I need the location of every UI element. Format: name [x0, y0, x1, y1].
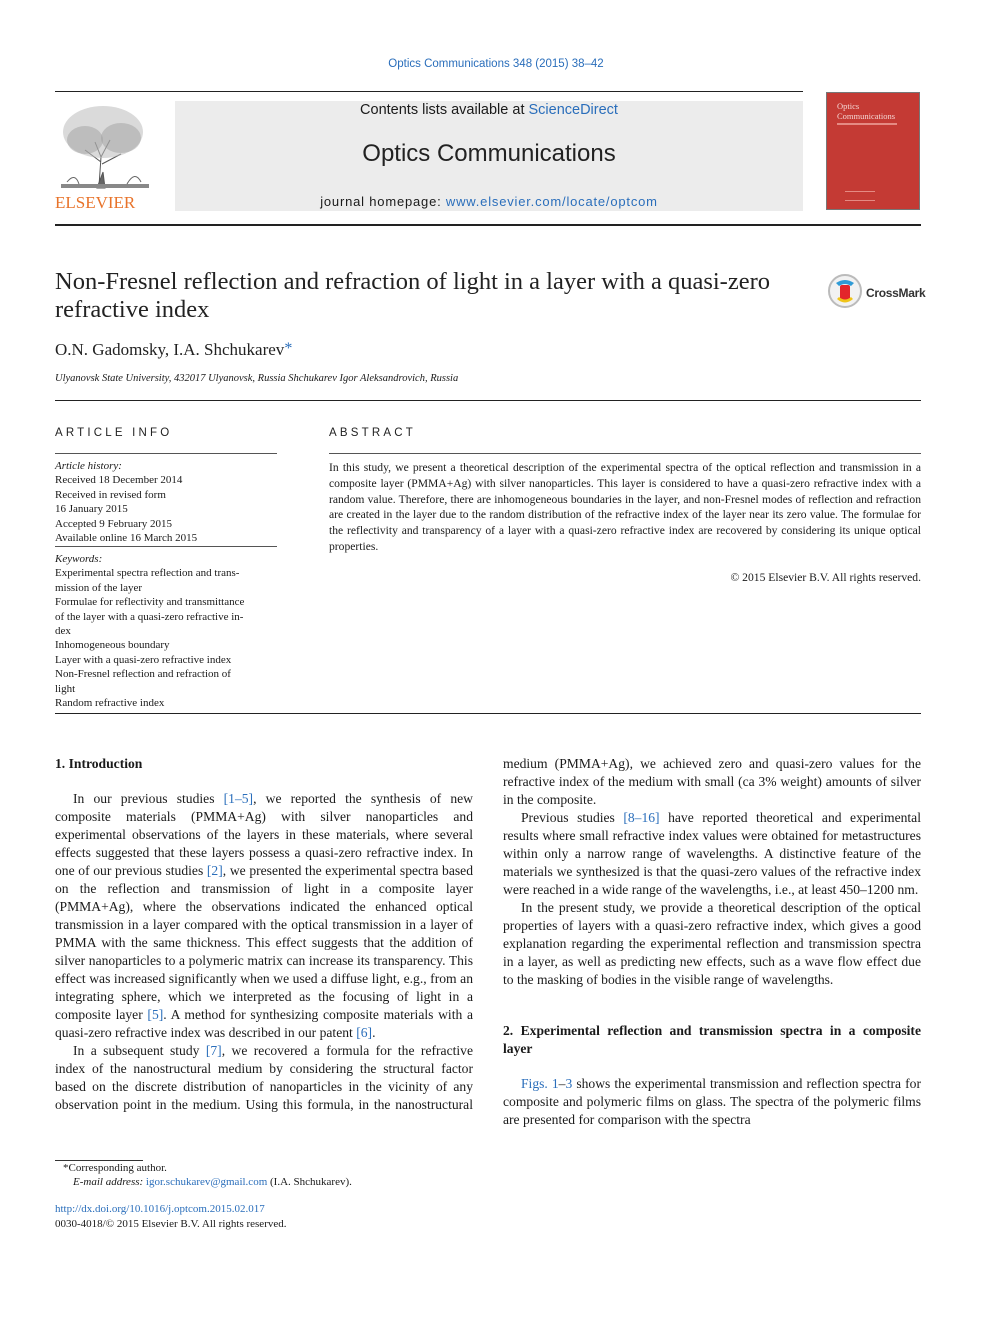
crossmark-label: CrossMark [866, 286, 926, 300]
article-info-rule-2 [55, 546, 277, 547]
header-rule-top [55, 91, 803, 92]
section-1-heading: 1. Introduction [55, 756, 143, 771]
doi-link[interactable] [55, 1202, 265, 1216]
journal-banner [175, 101, 803, 211]
figure-range-dash: – [558, 1076, 566, 1091]
divider-rule [55, 713, 921, 714]
paragraph [55, 790, 473, 1042]
keyword-line: of the layer with a quasi-zero refractive in- [55, 610, 244, 623]
email-suffix: (I.A. Shchukarev). [267, 1176, 352, 1188]
body-column-left [55, 755, 473, 1114]
paragraph: In the present study, we provide a theoretical description of the optical properties of layers with a quasi-zero refractive index, which gives a good explanation regarding the experimental reflection and transmission spectra in a layer, as well as predicting new effects, such as a wave flow effect due to the masking of bodies in the visible range of wavelengths. [503, 900, 921, 987]
keyword-line: Experimental spectra reflection and trans- [55, 567, 240, 580]
crossmark-button[interactable] [827, 273, 927, 311]
author-list [55, 340, 292, 360]
crossmark-icon [827, 273, 863, 309]
keyword-line: Random refractive index [55, 697, 165, 710]
abstract-copyright: © 2015 Elsevier B.V. All rights reserved. [730, 571, 921, 584]
cover-title-line-2: Communications [837, 111, 896, 121]
reference-link[interactable]: [2] [206, 863, 223, 878]
elsevier-tree-icon [55, 102, 155, 212]
header-rule-bottom [55, 224, 921, 226]
keywords-block [55, 552, 280, 710]
journal-title: Optics Communications [362, 140, 616, 167]
affiliation: Ulyanovsk State University, 432017 Ulyanovsk, Russia Shchukarev Igor Aleksandrovich, Russia [55, 373, 459, 384]
section-2-heading: 2. Experimental reflection and transmission spectra in a composite layer [503, 1023, 921, 1056]
paragraph-continuation: medium (PMMA+Ag), we achieved zero and quasi-zero values for the refractive index of the medium with small (ca 3% weight) amounts of silver in the composite. [503, 756, 921, 807]
homepage-line [175, 194, 803, 209]
email-label: E-mail address: [73, 1176, 146, 1188]
history-item: 16 January 2015 [55, 503, 128, 516]
text-run: , we recovered a formula for the refractive index of the nanostructural medium by considering the structural factor based on the discrete distribution of nanoparticles in the vicinity of any observation point in the medium. Using this formula, in the nanostructural [55, 1043, 473, 1112]
abstract-rule [329, 453, 921, 454]
abstract-heading: ABSTRACT [329, 427, 416, 439]
publisher-name: ELSEVIER [55, 193, 136, 212]
contents-prefix: Contents lists available at [360, 102, 529, 118]
reference-link[interactable]: [6] [356, 1025, 373, 1040]
abstract-text: In this study, we present a theoretical description of the experimental spectra of the optical reflection and transmission in a composite layer (PMMA+Ag) with silver nanoparticles. This layer is considered to have a quasi-zero refractive index with a random value. Therefore, there are inhomogeneous boundaries in the layer, and non-Fresnel modes of reflection and refraction are created in the layer due to the random distribution of the refractive index of the layer near its zero value. The formulae for the reflectivity and transparency of a layer with a quasi-zero refractive index are recovered by considering its unique optical properties. [329, 461, 921, 553]
text-run: shows the experimental transmission and reflection spectra for composite and polymeric films on glass. The spectra of the polymeric films are presented for comparison with the spectra [503, 1076, 921, 1127]
article-info-heading: ARTICLE INFO [55, 427, 173, 439]
keyword-line: Formulae for reflectivity and transmittance [55, 596, 245, 609]
figure-link[interactable]: 3 [565, 1076, 573, 1091]
journal-citation-link[interactable]: Optics Communications 348 (2015) 38–42 [388, 58, 604, 70]
text-run: , we reported the synthesis of new composite materials (PMMA+Ag) with silver nanoparticles and experimental observations of the layers in these materials, where several effects suggested that these layers possess a quasi-zero refractive index. In one of our previous studies [55, 791, 473, 878]
text-run: In our previous studies [73, 791, 224, 806]
figure-link[interactable]: Figs. 1 [521, 1076, 559, 1091]
homepage-prefix: journal homepage: [320, 194, 446, 209]
reference-link[interactable]: [1–5] [223, 791, 254, 806]
history-item: Received 18 December 2014 [55, 474, 183, 487]
keywords-label: Keywords: [55, 553, 103, 565]
keyword-line: Inhomogeneous boundary [55, 639, 170, 652]
body-column-right [503, 755, 921, 1129]
text-run: . A method for synthesizing composite materials with a quasi-zero refractive index was described in our patent [55, 1007, 473, 1040]
cover-footer-mark [845, 191, 875, 201]
reference-link[interactable]: [8–16] [623, 810, 660, 825]
author-names: O.N. Gadomsky, I.A. Shchukarev [55, 340, 285, 359]
text-run: . [372, 1025, 376, 1040]
reference-link[interactable]: [7] [205, 1043, 222, 1058]
keyword-line: mission of the layer [55, 581, 143, 594]
keyword-line: dex [55, 625, 71, 638]
homepage-link[interactable]: www.elsevier.com/locate/optcom [445, 194, 658, 209]
elsevier-logo [55, 102, 155, 212]
divider-rule [55, 400, 921, 401]
cover-rule [837, 123, 897, 125]
journal-cover-thumbnail[interactable] [826, 92, 920, 210]
corresponding-footnote [63, 1161, 167, 1175]
keyword-line: Non-Fresnel reflection and refraction of [55, 668, 231, 681]
email-link[interactable]: igor.schukarev@gmail.com [145, 1176, 268, 1188]
text-run: , we presented the experimental spectra based on the reflection and transmission of light in a composite layer (PMMA+Ag), where the observations indicated the enhanced optical transmission in a layer compared with the optical transmission in a layer of PMMA with the same thickness. This effect suggests that the addition of silver nanoparticles to a polymeric matrix can increase its transparency. This effect was increased significantly when we used a diffuse light, e.g., from an integrating sphere, which we interpreted as the focusing of light in a composite layer [55, 863, 474, 1022]
history-label: Article history: [55, 460, 122, 472]
paragraph [55, 1042, 473, 1114]
corresponding-author-marker[interactable]: * [284, 340, 293, 357]
paragraph [503, 1075, 921, 1129]
history-item: Received in revised form [55, 488, 166, 501]
reference-link[interactable]: [5] [147, 1007, 164, 1022]
history-item: Accepted 9 February 2015 [55, 517, 172, 530]
article-title: Non-Fresnel reflection and refraction of light in a layer with a quasi-zero refractive index [55, 268, 770, 323]
paragraph [503, 809, 921, 899]
keyword-line: Layer with a quasi-zero refractive index [55, 653, 232, 666]
text-run: Previous studies [521, 810, 624, 825]
text-run: In a subsequent study [73, 1043, 206, 1058]
article-info-rule-1 [55, 453, 277, 454]
footnote-marker: * [63, 1162, 69, 1174]
cover-title [837, 101, 913, 121]
history-item: Available online 16 March 2015 [55, 532, 198, 545]
issn-line: 0030-4018/© 2015 Elsevier B.V. All rights reserved. [55, 1218, 287, 1230]
footnote-text: Corresponding author. [68, 1162, 167, 1174]
email-footnote [73, 1175, 352, 1189]
sciencedirect-link[interactable]: ScienceDirect [528, 102, 618, 118]
cover-title-line-1: Optics [837, 101, 860, 111]
article-history [55, 459, 280, 545]
doi-link-text[interactable]: http://dx.doi.org/10.1016/j.optcom.2015.02.017 [55, 1203, 265, 1215]
text-run: have reported theoretical and experimental results where small refractive index values were obtained for metastructures within only a narrow range of wavelengths. A distinctive feature of the materials we synthesized is that the quasi-zero values of the refractive index were reached in a wide range of the wavelengths, i.e., at least 450–1200 nm. [503, 810, 921, 897]
contents-line [175, 102, 803, 118]
keyword-line: light [55, 682, 76, 695]
